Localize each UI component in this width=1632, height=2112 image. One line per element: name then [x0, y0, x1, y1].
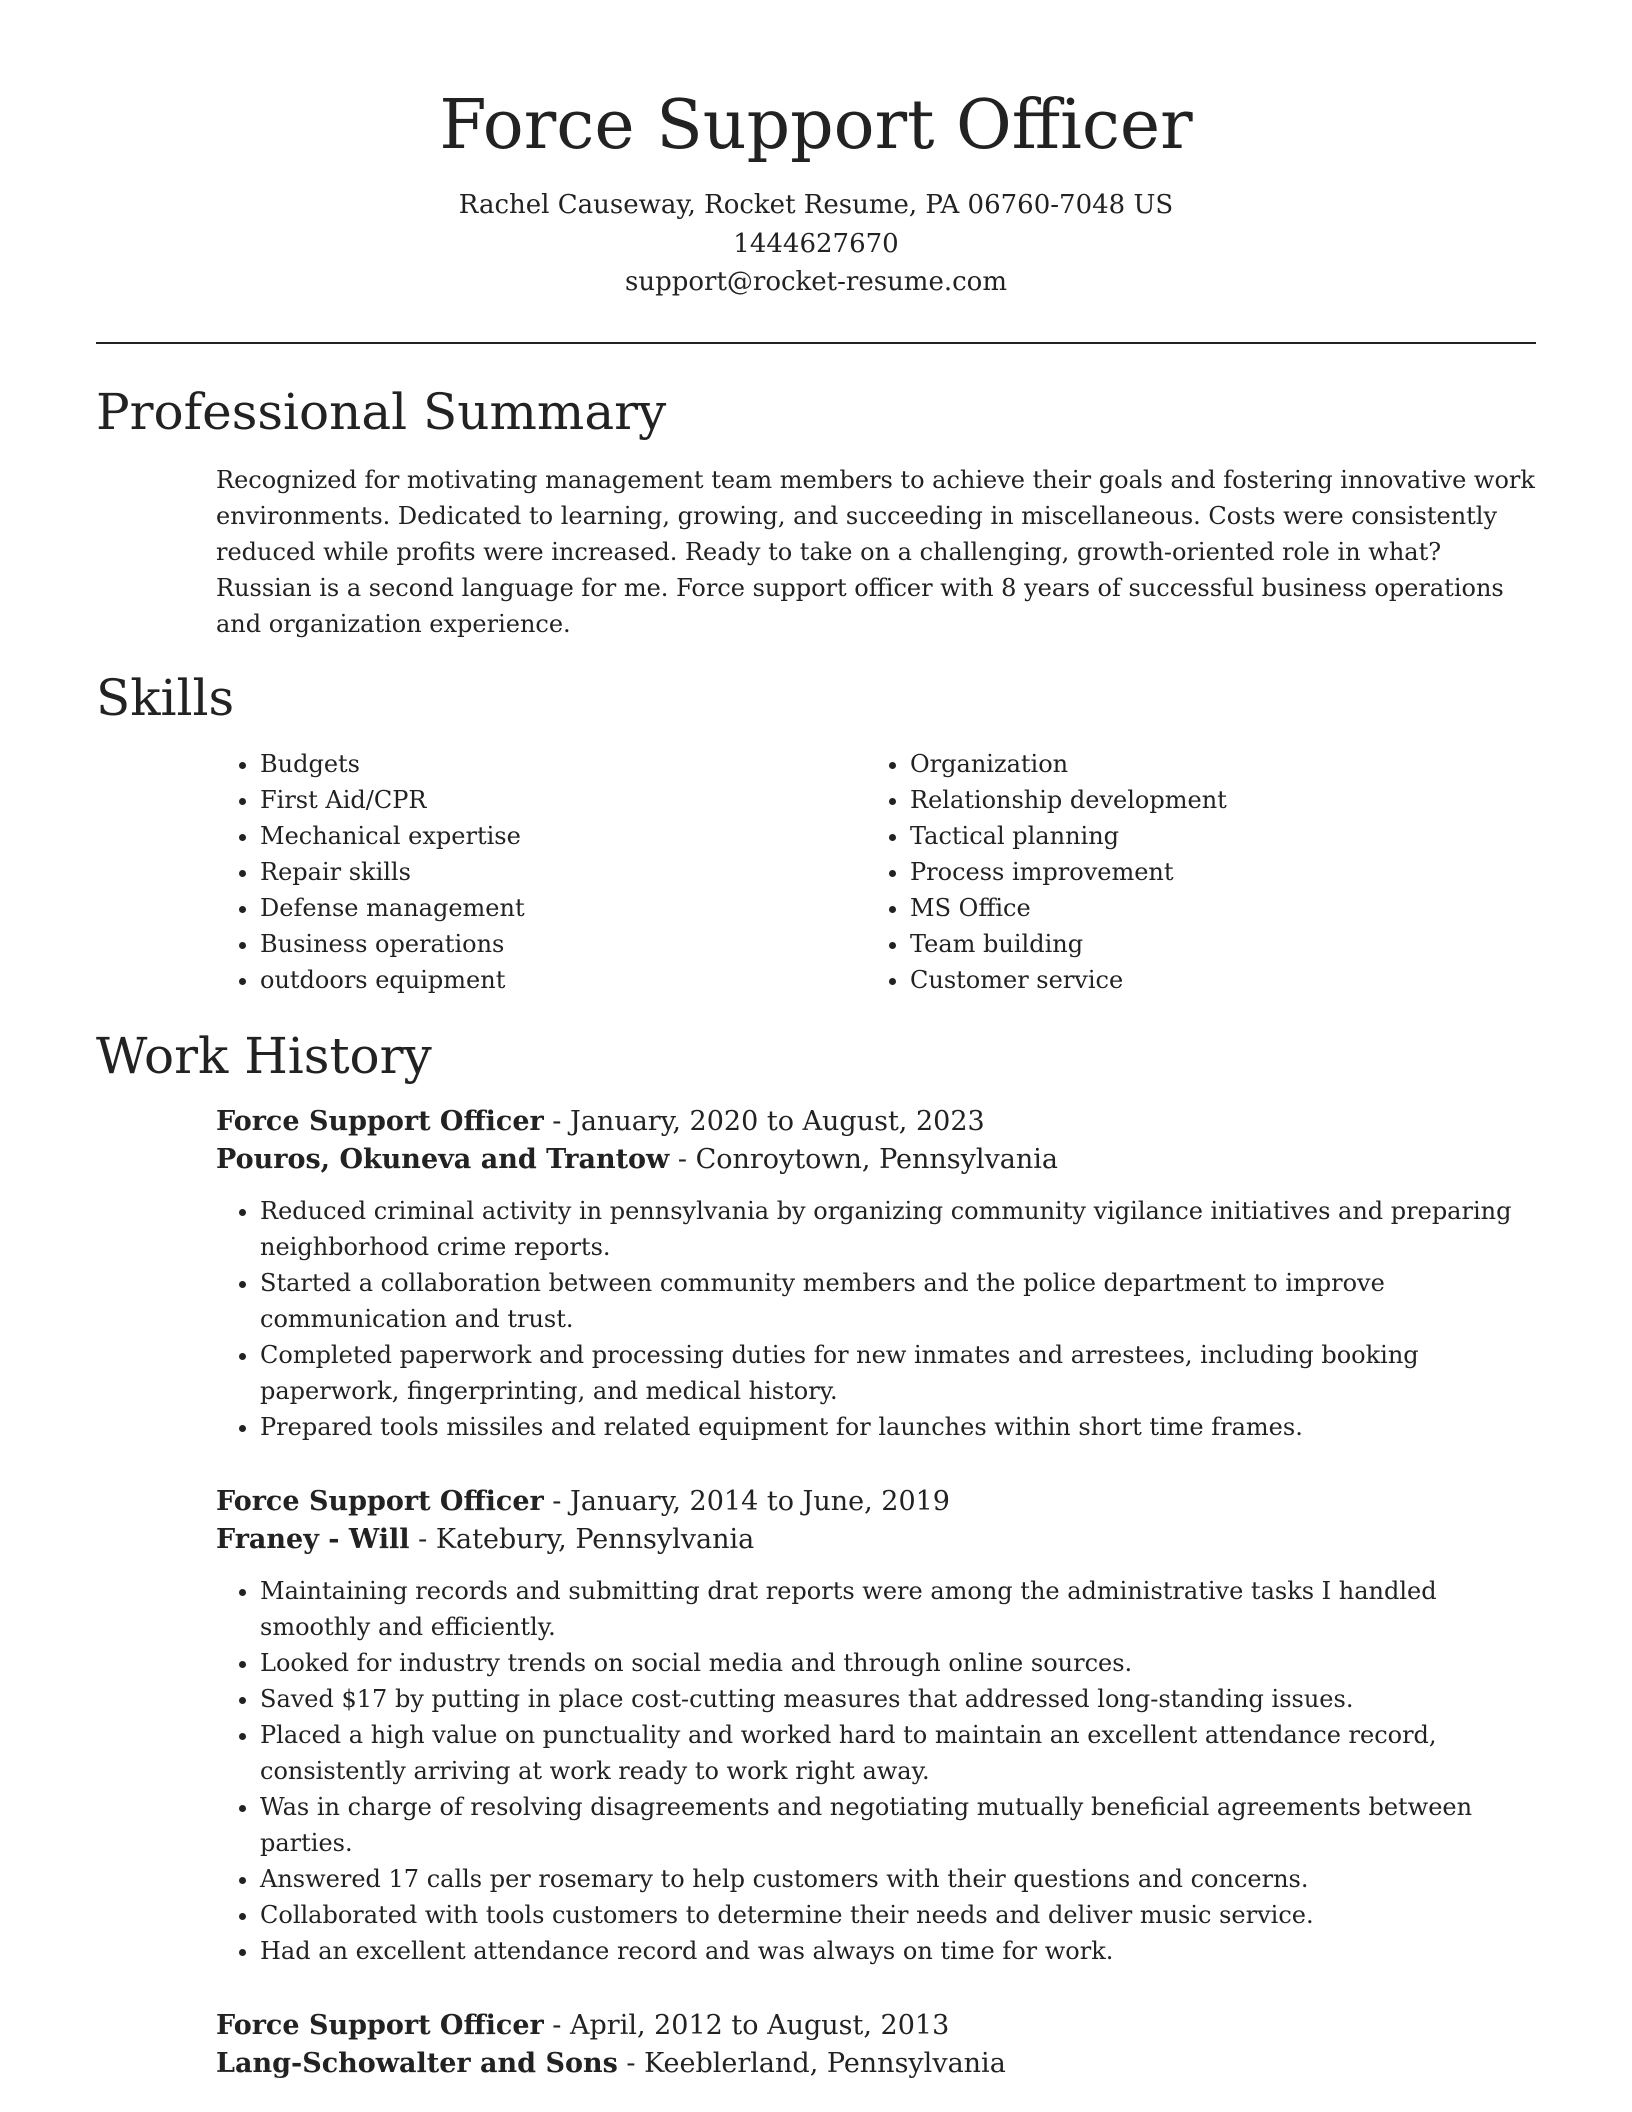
- skill-item: • First Aid/CPR: [260, 782, 866, 818]
- contact-email: support@rocket-resume.com: [624, 267, 1007, 297]
- skill-item: • Relationship development: [910, 782, 1516, 818]
- contact-info: [96, 186, 1536, 302]
- job-dates: - April, 2012 to August, 2013: [543, 2010, 950, 2041]
- job-role: Force Support Officer: [216, 2010, 544, 2041]
- contact-phone: 1444627670: [733, 228, 899, 259]
- skill-item: • Defense management: [260, 890, 866, 926]
- job-location: - Keeblerland, Pennsylvania: [617, 2048, 1006, 2079]
- job-duty: • Collaborated with tools customers to determine their needs and deliver music service.: [260, 1897, 1536, 1933]
- job-role: Force Support Officer: [216, 1486, 544, 1517]
- job-duty: • Saved $17 by putting in place cost-cutting measures that addressed long-standing issues.: [260, 1681, 1536, 1717]
- work-history-heading: Work History: [96, 1027, 432, 1085]
- skill-item: • Team building: [910, 926, 1516, 962]
- summary-heading: Professional Summary: [96, 383, 667, 441]
- job-title-line: [216, 1103, 1536, 1141]
- skill-item: • Mechanical expertise: [260, 818, 866, 854]
- job-company: Franey - Will: [216, 1524, 410, 1555]
- skill-item: • Organization: [910, 746, 1516, 782]
- summary-text: Recognized for motivating management team members to achieve their goals and fostering innovative work environments. Dedicated to learning, growing, and succeeding in miscellaneous. Costs were consistently reduced while profits were increased. Ready to take on a challenging, growth-oriented role in what? Russian is a second language for me. Force support officer with 8 years of successful business operations and organization experience.: [216, 466, 1535, 638]
- job-company-line: [216, 1141, 1536, 1179]
- job-company: Pouros, Okuneva and Trantow: [216, 1144, 670, 1175]
- skills-column-right: [866, 746, 1516, 998]
- header-divider: [96, 342, 1536, 344]
- skill-item: • Tactical planning: [910, 818, 1516, 854]
- job-company-line: [216, 2045, 1536, 2083]
- job-duty: • Completed paperwork and processing duties for new inmates and arrestees, including booking paperwork, fingerprinting, and medical history.: [260, 1337, 1536, 1409]
- job-duty: • Answered 17 calls per rosemary to help customers with their questions and concerns.: [260, 1861, 1536, 1897]
- job-duty: • Prepared tools missiles and related equipment for launches within short time frames.: [260, 1409, 1536, 1445]
- contact-address: Rachel Causeway, Rocket Resume, PA 06760-7048 US: [458, 190, 1174, 220]
- job-duty: • Started a collaboration between community members and the police department to improve communication and trust.: [260, 1265, 1536, 1337]
- job-duty: • Was in charge of resolving disagreements and negotiating mutually beneficial agreements between parties.: [260, 1789, 1536, 1861]
- job-duty: • Had an excellent attendance record and was always on time for work.: [260, 1933, 1536, 1969]
- job-entry: [216, 1103, 1536, 1445]
- skill-item: • Process improvement: [910, 854, 1516, 890]
- job-role: Force Support Officer: [216, 1106, 544, 1137]
- skill-item: • MS Office: [910, 890, 1516, 926]
- skill-item: • Customer service: [910, 962, 1516, 998]
- job-location: - Conroytown, Pennsylvania: [669, 1144, 1059, 1175]
- job-title-line: [216, 2007, 1536, 2045]
- job-location: - Katebury, Pennsylvania: [409, 1524, 755, 1555]
- job-dates: - January, 2020 to August, 2023: [543, 1106, 985, 1137]
- skills-list: [216, 746, 1536, 998]
- job-duty: • Maintaining records and submitting drat reports were among the administrative tasks I handled smoothly and efficiently.: [260, 1573, 1536, 1645]
- skill-item: • Business operations: [260, 926, 866, 962]
- job-entry: [216, 2007, 1536, 2083]
- job-company-line: [216, 1521, 1536, 1559]
- resume-header: [96, 80, 1536, 302]
- job-dates: - January, 2014 to June, 2019: [543, 1486, 950, 1517]
- skill-item: • Budgets: [260, 746, 866, 782]
- skill-item: • Repair skills: [260, 854, 866, 890]
- job-entry: [216, 1483, 1536, 1969]
- job-duty: • Looked for industry trends on social media and through online sources.: [260, 1645, 1536, 1681]
- skill-item: • outdoors equipment: [260, 962, 866, 998]
- job-duties: [216, 1193, 1536, 1445]
- job-title-line: [216, 1483, 1536, 1521]
- candidate-name: Force Support Officer: [439, 86, 1193, 165]
- job-duties: [216, 1573, 1536, 1969]
- skills-column-left: [216, 746, 866, 998]
- skills-heading: Skills: [96, 669, 235, 727]
- job-company: Lang-Schowalter and Sons: [216, 2048, 618, 2079]
- job-duty: • Placed a high value on punctuality and worked hard to maintain an excellent attendance record, consistently arriving at work ready to work right away.: [260, 1717, 1536, 1789]
- job-duty: • Reduced criminal activity in pennsylvania by organizing community vigilance initiatives and preparing neighborhood crime reports.: [260, 1193, 1536, 1265]
